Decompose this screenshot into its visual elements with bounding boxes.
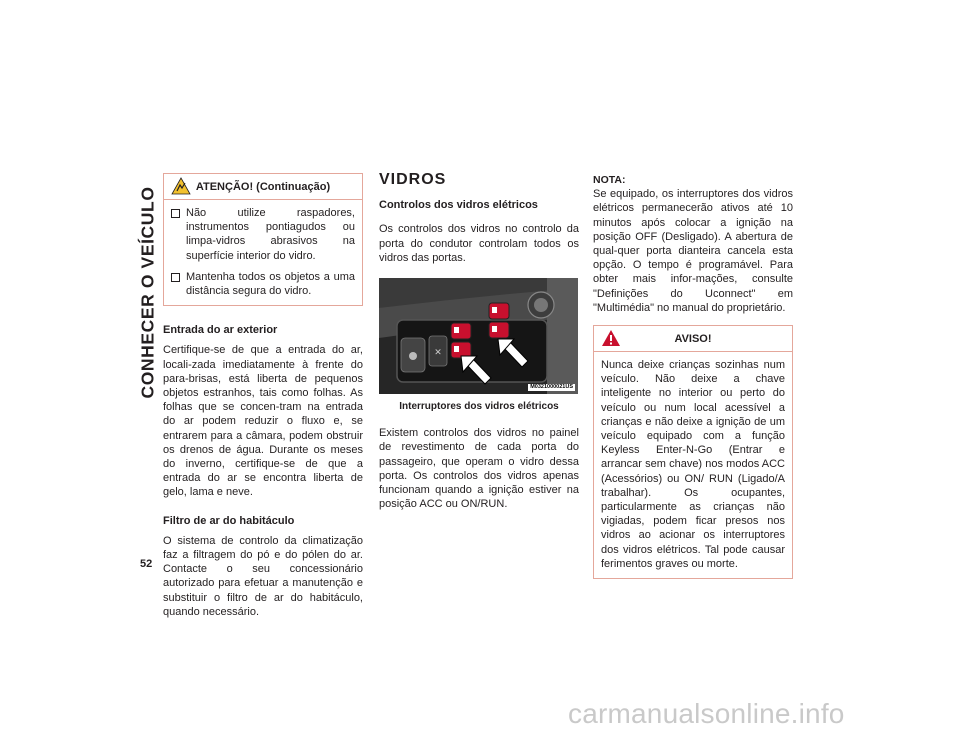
page-number: 52 xyxy=(140,558,153,570)
caution-box-title: ATENÇÃO! (Continuação) xyxy=(195,181,331,193)
chapter-heading: VIDROS xyxy=(379,171,447,188)
section-paragraph: O sistema de controlo da climatização faz a filtragem do pó e do pólen do ar. Contacte o seu concessionário autorizado para efetuar a manutenção e substituir o filtro de ar do habitáculo, quando necessário. xyxy=(163,534,363,618)
bullet-square-icon xyxy=(171,209,180,218)
note-label: NOTA: xyxy=(593,174,626,186)
svg-text:✕: ✕ xyxy=(434,348,442,359)
window-switches-image xyxy=(379,278,578,394)
column-middle xyxy=(379,173,579,511)
section-paragraph: Certifique-se de que a entrada do ar, locali-zada imediatamente à frente do para-brisas, está liberta de pequenos objetos estranhos, tais como folhas. As folhas que se concen-tram na entrada do ar podem reduzir o fluxo e, se entrarem para a câmara, podem obstruir os drenos de água. Durante os meses do inverno, certifique-se de que a entrada do ar se encontra liberta de gelo, lama e neve. xyxy=(163,344,363,499)
body-paragraph: Existem controlos dos vidros no painel de revestimento de cada porta do passageiro, que operam o vidro dessa porta. Os controlos dos vidros apenas funcionam quando a ignição estiver na posição ACC ou ON/RUN. xyxy=(379,427,579,511)
warning-box xyxy=(593,325,793,579)
caution-bullet xyxy=(171,206,355,263)
watermark: carmanualsonline.info xyxy=(568,698,845,729)
caution-bullet-text: Mantenha todos os objetos a uma distância segura do vidro. xyxy=(186,270,355,298)
intro-paragraph: Os controlos dos vidros no controlo da porta do condutor controlam todos os vidros das portas. xyxy=(379,223,579,264)
caution-bullet-text: Não utilize raspadores, instrumentos pontiagudos ou limpa-vidros abrasivos na superfície interior do vidro. xyxy=(186,207,355,262)
warning-box-header xyxy=(594,326,792,352)
section-heading: Filtro de ar do habitáculo xyxy=(163,514,295,527)
side-section-title xyxy=(133,170,163,415)
subsection-heading: Controlos dos vidros elétricos xyxy=(379,199,538,212)
caution-bullet xyxy=(171,270,355,298)
section-heading: Entrada do ar exterior xyxy=(163,324,278,337)
caution-box xyxy=(163,173,363,306)
column-right xyxy=(593,173,793,579)
image-code: M0321000021US xyxy=(530,384,573,391)
warning-box-text: Nunca deixe crianças sozinhas num veículo. Não deixe a chave inteligente no interior ou perto do veículo ou num local acessível a crianças e não deixe a ignição de um veículo equipado com a função Keyless Enter-N-Go (Entrar e arrancar sem chave) nos modos ACC (Acessórios) ou ON/ RUN (Ligado/A trabalhar). Os ocupantes, particularmente as crianças não vigiadas, podem ficar presos nos vidros ao acionar os interruptores dos vidros elétricos. Tal pode causar ferimentos graves ou morte. xyxy=(601,359,785,570)
warning-box-title: AVISO! xyxy=(674,333,712,346)
caution-box-header xyxy=(164,174,362,200)
window-switches-illustration xyxy=(379,278,578,394)
image-caption: Interruptores dos vidros elétricos xyxy=(399,401,559,413)
column-left xyxy=(163,173,363,619)
side-section-title-text: CONHECER O VEÍCULO xyxy=(137,186,158,399)
note-text: Se equipado, os interruptores dos vidros elétricos permanecerão ativos até 10 minutos após colocar a ignição na posição OFF (Desligado). A abertura de qual-quer porta dianteira cancela esta opção. O tempo é programável. Para obter mais infor-mações, consulte "Definições do Uconnect" em "Multimédia" no manual do proprietário. xyxy=(593,188,793,314)
bullet-square-icon xyxy=(171,273,180,282)
